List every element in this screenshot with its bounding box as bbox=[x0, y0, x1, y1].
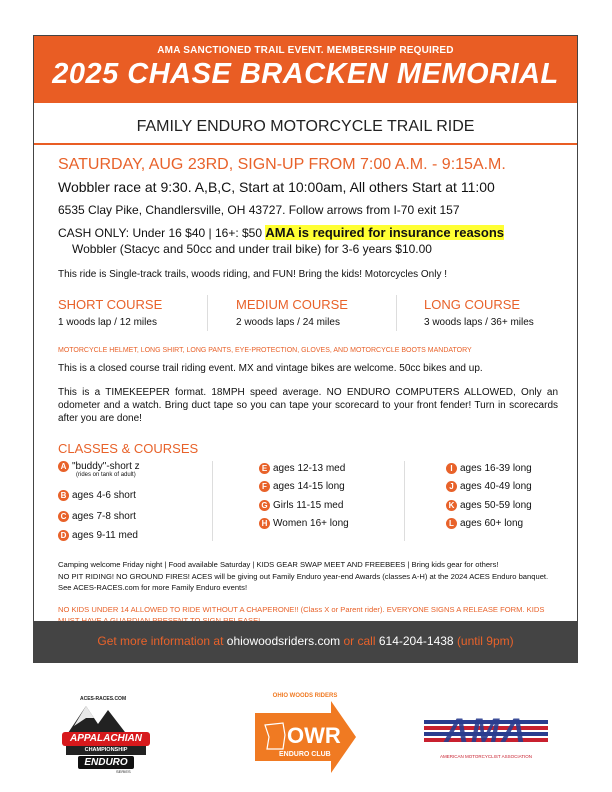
class-f bbox=[259, 481, 345, 492]
cash-pricing bbox=[58, 225, 504, 240]
class-letter-badge: H bbox=[259, 518, 270, 529]
aces-logo bbox=[56, 696, 156, 776]
course-short bbox=[58, 297, 162, 328]
class-letter-badge: E bbox=[259, 463, 270, 474]
course-medium-desc: 2 woods laps / 24 miles bbox=[236, 317, 340, 328]
class-letter-badge: D bbox=[58, 530, 69, 541]
aces-sub: CHAMPIONSHIP bbox=[84, 747, 128, 753]
course-divider bbox=[207, 295, 208, 331]
class-divider bbox=[212, 461, 213, 541]
call-prefix: or call bbox=[343, 634, 376, 648]
class-letter-badge: B bbox=[58, 490, 69, 501]
class-label: "buddy"-short z bbox=[72, 461, 140, 472]
event-subtitle: FAMILY ENDURO MOTORCYCLE TRAIL RIDE bbox=[136, 118, 475, 135]
class-note: (rides on tank of adult) bbox=[76, 472, 136, 478]
aces-series: SERIES bbox=[116, 769, 131, 774]
course-short-name: SHORT COURSE bbox=[58, 297, 163, 312]
class-k bbox=[446, 500, 532, 511]
start-times: Wobbler race at 9:30. A,B,C, Start at 10:00am, All others Start at 11:00 bbox=[58, 179, 495, 195]
chaperone-warning: NO KIDS UNDER 14 ALLOWED TO RIDE WITHOUT A CHAPERONE!! (Class X or Parent rider). EVERYONE SIGNS A RELEASE FORM. KIDS bbox=[58, 605, 545, 614]
class-letter-badge: K bbox=[446, 500, 457, 511]
course-long-name: LONG COURSE bbox=[424, 297, 521, 312]
owr-name: OHIO WOODS RIDERS bbox=[272, 693, 338, 699]
class-letter-badge: F bbox=[259, 481, 270, 492]
class-letter-badge: J bbox=[446, 481, 457, 492]
info-prefix: Get more information at bbox=[97, 634, 224, 648]
class-label: ages 16-39 long bbox=[460, 463, 532, 474]
closed-course-text: This is a closed course trail riding event. MX and vintage bikes are welcome. 50cc bikes and up. bbox=[58, 363, 483, 374]
owr-club: ENDURO CLUB bbox=[279, 751, 331, 758]
gear-requirement: MOTORCYCLE HELMET, LONG SHIRT, LONG PANTS, EYE-PROTECTION, GLOVES, AND MOTORCYCLE BOOTS MANDATORY bbox=[58, 347, 472, 354]
course-long bbox=[424, 297, 534, 328]
sanction-notice: AMA SANCTIONED TRAIL EVENT. MEMBERSHIP REQUIRED bbox=[157, 45, 454, 56]
ama-requirement: AMA is required for insurance reasons bbox=[265, 225, 505, 240]
class-a bbox=[58, 461, 140, 478]
class-label: ages 9-11 med bbox=[72, 530, 138, 541]
class-divider bbox=[404, 461, 405, 541]
ama-logo bbox=[420, 714, 552, 764]
class-e bbox=[259, 463, 345, 474]
event-date: SATURDAY, AUG 23RD, SIGN-UP FROM 7:00 A.M. - 9:15A.M. bbox=[58, 156, 506, 173]
class-i bbox=[446, 463, 532, 474]
class-label: ages 60+ long bbox=[460, 518, 524, 529]
event-address: 6535 Clay Pike, Chandlersville, OH 43727. Follow arrows from I-70 exit 157 bbox=[58, 203, 460, 217]
class-label: Women 16+ long bbox=[273, 518, 349, 529]
wobbler-pricing: Wobbler (Stacyc and 50cc and under trail bike) for 3-6 years $10.00 bbox=[72, 242, 432, 256]
class-label: Girls 11-15 med bbox=[273, 500, 344, 511]
ama-mark: AMA bbox=[444, 712, 528, 750]
class-letter-badge: G bbox=[259, 500, 270, 511]
no-pit-info: NO PIT RIDING! NO GROUND FIRES! ACES will be giving out Family Enduro year-end Awards (classes A-H) at the 2024 ACES Enduro banquet. See ACES-RACES.com for more Family Enduro events! bbox=[58, 572, 549, 592]
camping-info: Camping welcome Friday night | Food available Saturday | KIDS GEAR SWAP MEET AND FREEBEES | Bring kids gear for others! bbox=[58, 560, 499, 569]
class-letter-badge: I bbox=[446, 463, 457, 474]
owr-logo bbox=[253, 693, 358, 781]
class-label: ages 14-15 long bbox=[273, 481, 345, 492]
website-link[interactable]: ohiowoodsriders.com bbox=[226, 634, 341, 648]
phone-number[interactable]: 614-204-1438 bbox=[378, 634, 454, 648]
course-long-desc: 3 woods laps / 36+ miles bbox=[424, 317, 534, 328]
cash-text: CASH ONLY: Under 16 $40 | 16+: $50 bbox=[58, 226, 263, 240]
class-j bbox=[446, 481, 532, 492]
class-b bbox=[58, 490, 136, 501]
class-label: ages 4-6 short bbox=[72, 490, 136, 501]
course-medium-name: MEDIUM COURSE bbox=[236, 297, 348, 312]
aces-enduro: ENDURO bbox=[84, 757, 128, 768]
aces-title: APPALACHIAN bbox=[69, 733, 143, 744]
class-label: ages 50-59 long bbox=[460, 500, 532, 511]
classes-heading: CLASSES & COURSES bbox=[58, 441, 199, 456]
class-h bbox=[259, 518, 349, 529]
course-divider bbox=[396, 295, 397, 331]
header-band bbox=[34, 36, 577, 103]
class-label: ages 12-13 med bbox=[273, 463, 346, 474]
contact-band bbox=[34, 621, 577, 662]
owr-mark: OWR bbox=[287, 723, 341, 748]
ride-intro: This ride is Single-track trails, woods riding, and FUN! Bring the kids! Motorcycles Only ! bbox=[58, 269, 448, 280]
class-label: ages 7-8 short bbox=[72, 511, 136, 522]
ama-subtitle: AMERICAN MOTORCYCLIST ASSOCIATION bbox=[439, 754, 532, 759]
class-g bbox=[259, 500, 343, 511]
class-letter-badge: L bbox=[446, 518, 457, 529]
course-short-desc: 1 woods lap / 12 miles bbox=[58, 317, 157, 328]
class-letter-badge: A bbox=[58, 461, 69, 472]
class-label: ages 40-49 long bbox=[460, 481, 532, 492]
subtitle-rule bbox=[34, 143, 577, 145]
timekeeper-text: This is a TIMEKEEPER format. 18MPH speed average. NO ENDURO COMPUTERS ALLOWED, Only an odometer and a watch. Bring duct tape so you can tape your scorecard to your front fender! Turn in scorecards after you are done! bbox=[58, 387, 558, 424]
class-letter-badge: C bbox=[58, 511, 69, 522]
event-title: 2025 CHASE BRACKEN MEMORIAL bbox=[52, 58, 559, 90]
aces-url: ACES-RACES.COM bbox=[80, 696, 127, 702]
class-c bbox=[58, 511, 136, 522]
call-hours: (until 9pm) bbox=[456, 634, 514, 648]
class-d bbox=[58, 530, 138, 541]
class-l bbox=[446, 518, 523, 529]
course-medium bbox=[236, 297, 348, 328]
